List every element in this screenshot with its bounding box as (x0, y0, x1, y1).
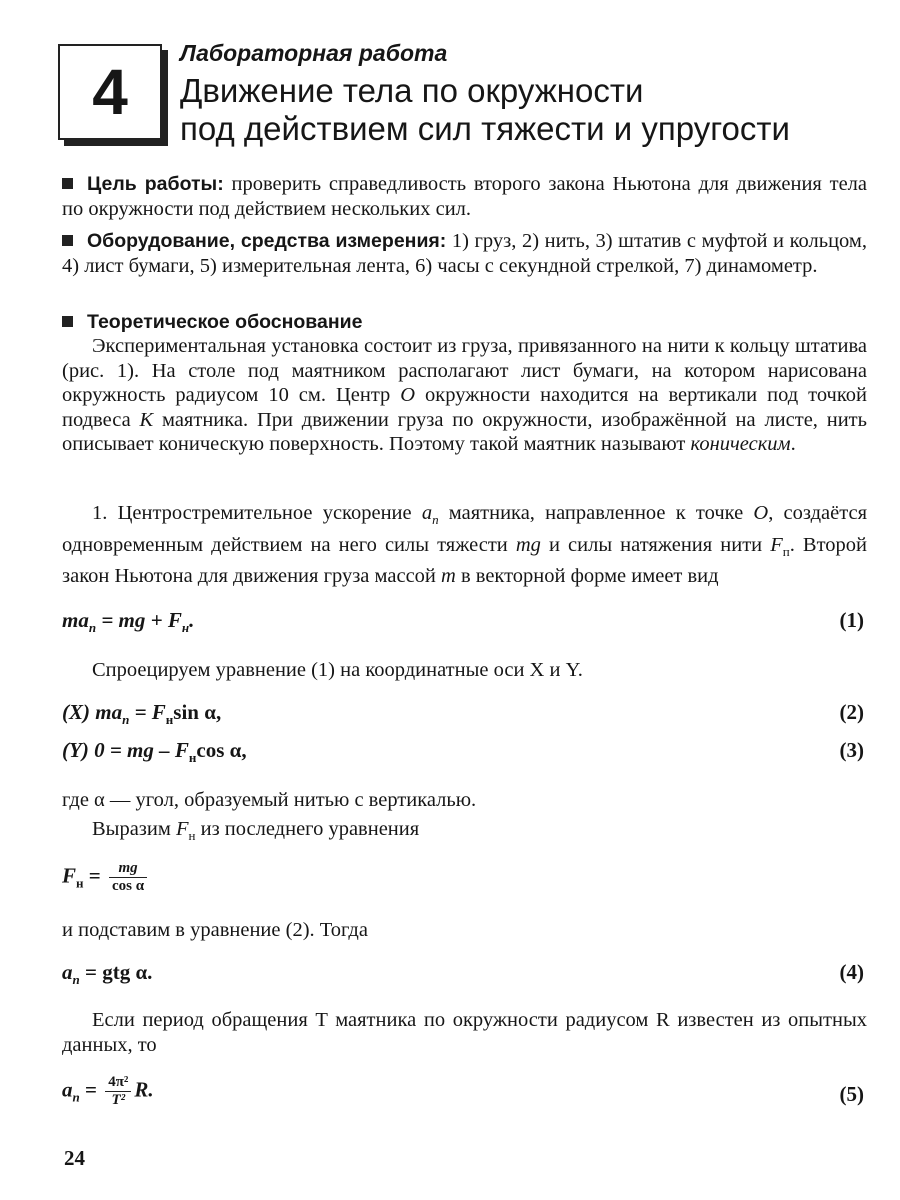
text-run: в векторной форме имеет вид (455, 565, 719, 587)
text-run: 1. Центростремительное ускорение (92, 502, 422, 524)
text-run: Выразим (92, 818, 176, 840)
theory-heading: Теоретическое обоснование (87, 311, 363, 333)
lab-kicker: Лабораторная работа (180, 40, 448, 66)
var-mg: mg (515, 533, 541, 556)
substitute-text: и подставим в уравнение (2). Тогда (62, 919, 368, 941)
subscript: n (122, 712, 130, 727)
denominator: cos α (111, 878, 145, 894)
subscript: н (165, 712, 174, 727)
equation-2-number: (2) (839, 700, 864, 724)
text-run: Экспериментальная установка состоит из груза, привязанного на нити к кольцу штатива (рис. 1). На столе под маятником располагают лист бумаги, на котором нарисована окружность радиусом 10 см. Центр (62, 335, 867, 406)
page-number: 24 (64, 1146, 85, 1170)
fraction (105, 1074, 131, 1109)
equation-5 (62, 1074, 154, 1109)
equipment-paragraph (62, 229, 867, 278)
denominator: T² (111, 1092, 126, 1108)
subscript: н (76, 875, 84, 891)
eq-part: F (62, 863, 77, 888)
eq-part: (Y) 0 = mg – F (62, 738, 189, 762)
theory-paragraph-1 (62, 334, 867, 457)
projection-text: Спроецируем уравнение (1) на координатные оси X и Y. (92, 659, 583, 681)
numerator: 4π² (105, 1074, 131, 1092)
text-run: из последнего уравнения (195, 818, 420, 840)
eq-part: = (79, 1077, 103, 1102)
theory-heading-row (62, 310, 867, 335)
angle-text: где α — угол, образуемый нитью с вертикалью. (62, 789, 477, 811)
eq-part: sin α, (173, 700, 222, 724)
goal-text: проверить справедливость второго закона Ньютона для движения тела по окружности под действием нескольких сил. (62, 173, 868, 220)
eq-part: = F (129, 700, 166, 724)
fraction (109, 860, 147, 895)
express-text (62, 817, 867, 849)
title-line-2: под действием сил тяжести и упругости (180, 110, 790, 147)
goal-paragraph (62, 172, 867, 221)
eq-part: . (189, 608, 195, 632)
subscript: n (88, 620, 97, 635)
text-run: , создаётся одновременным действием на него силы тяжести (62, 502, 867, 556)
equation-5-number: (5) (839, 1082, 864, 1106)
lab-title (180, 72, 880, 148)
goal-label: Цель работы: (87, 173, 224, 195)
subscript: n (432, 512, 439, 527)
eq-part: = mg + F (96, 608, 182, 632)
bullet-square-icon (62, 235, 73, 246)
equipment-label: Оборудование, средства измерения: (87, 230, 447, 252)
eq-part: ma (62, 608, 89, 632)
var-O: O (400, 384, 416, 406)
var-O: O (753, 502, 769, 524)
equation-1 (62, 608, 194, 636)
subscript: n (72, 972, 80, 987)
var-m: m (441, 565, 456, 587)
subscript: n (72, 1089, 80, 1105)
eq-part: R. (134, 1077, 154, 1102)
lab-number: 4 (92, 56, 128, 128)
subscript: п (782, 543, 790, 559)
subscript: н (188, 828, 196, 843)
equation-force (62, 860, 150, 895)
theory-paragraph-2 (62, 501, 867, 589)
period-text: Если период обращения T маятника по окружности радиусом R известен из опытных данных, то (62, 1009, 867, 1056)
var-F: F (770, 533, 783, 556)
equation-4 (62, 960, 152, 988)
var-K: K (139, 408, 154, 431)
eq-part: = gtg α. (79, 960, 153, 984)
lab-number-box (58, 44, 162, 140)
term-conical: коническим (690, 433, 791, 455)
var-a: a (421, 502, 433, 524)
bullet-square-icon (62, 178, 73, 189)
eq-part: cos α, (196, 738, 247, 762)
equation-4-number: (4) (839, 960, 864, 984)
text-run: . Второй закон Ньютона для движения груза массой (62, 533, 868, 587)
numerator: mg (109, 860, 147, 878)
eq-part: (X) ma (62, 700, 123, 724)
title-line-1: Движение тела по окружности (180, 72, 644, 109)
eq-part: a (62, 1077, 73, 1102)
subscript: н (188, 750, 197, 765)
text-run: и силы натяжения нити (540, 533, 771, 556)
var-F: F (175, 818, 189, 840)
text-run: маятника. При движении груза по окружности, изображённой на листе, нить описывает коническую поверхность. Поэтому такой маятник называют (62, 408, 867, 455)
subscript: н (181, 620, 190, 635)
text-run: . (790, 433, 796, 455)
equation-1-number: (1) (839, 608, 864, 632)
equation-3 (62, 738, 247, 766)
eq-part: a (62, 960, 73, 984)
equation-3-number: (3) (839, 738, 864, 762)
equipment-text: 1) груз, 2) нить, 3) штатив с муфтой и кольцом, 4) лист бумаги, 5) измерительная лента, 6) часы с секундной стрелкой, 7) динамометр. (62, 230, 867, 277)
text-run: маятника, направленное к точке (438, 502, 754, 524)
eq-part: = (83, 863, 106, 888)
equation-2 (62, 700, 221, 728)
text-run: окружности находится на вертикали под точкой подвеса (62, 384, 867, 431)
bullet-square-icon (62, 316, 73, 327)
